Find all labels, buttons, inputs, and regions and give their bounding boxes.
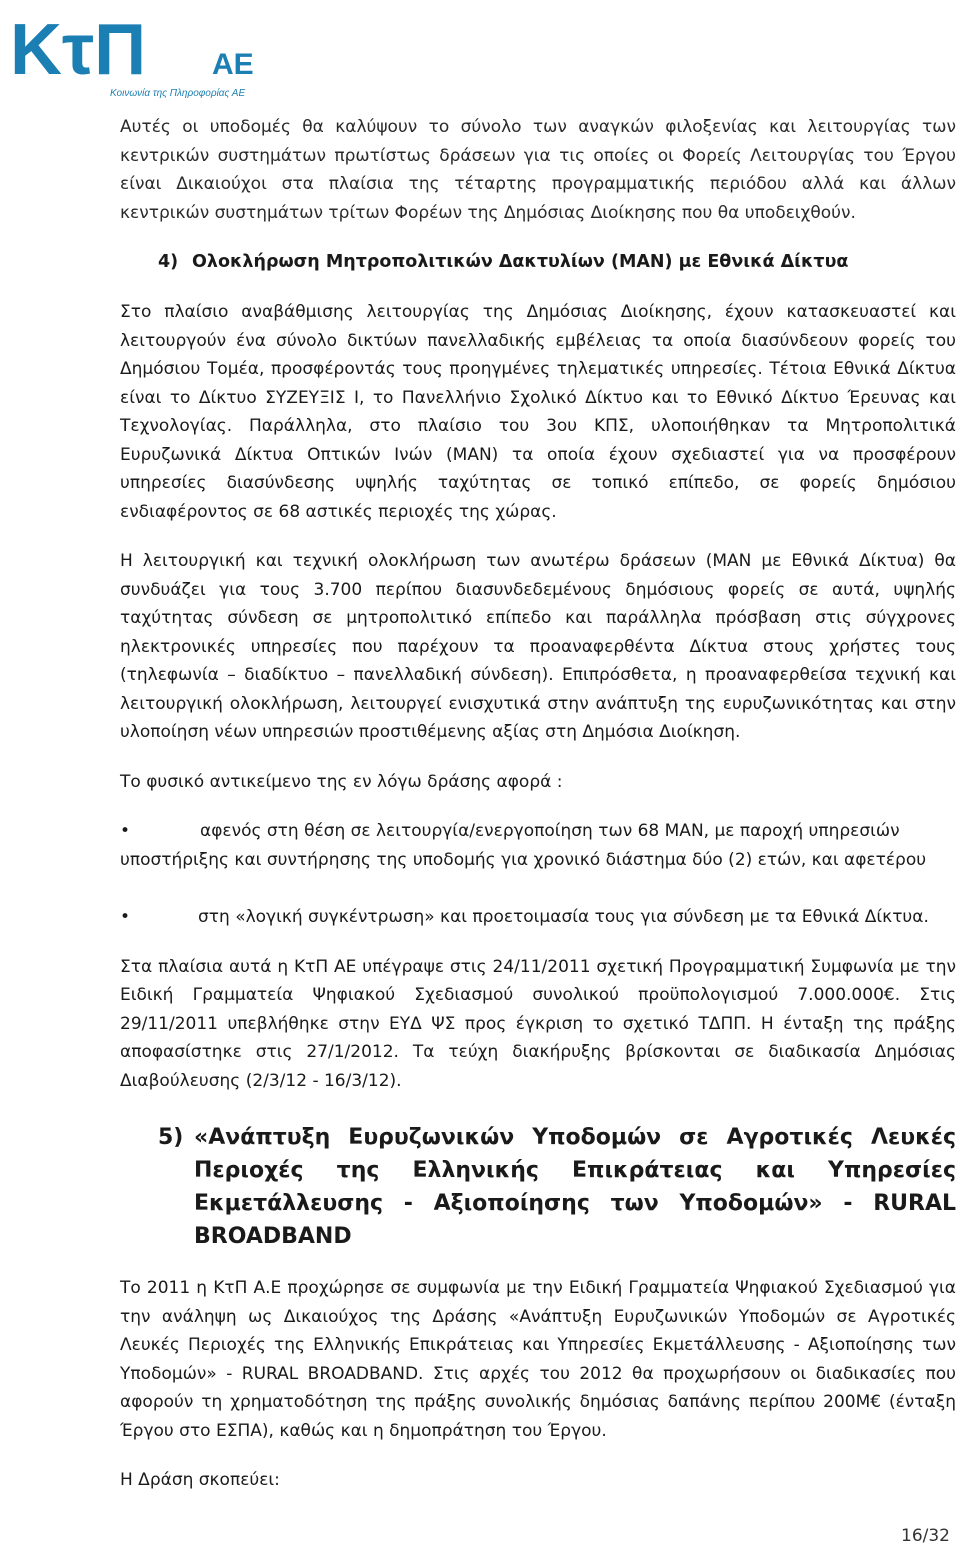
intro-paragraph: Αυτές οι υποδομές θα καλύψουν το σύνολο των αναγκών φιλοξενίας και λειτουργίας των κεντρικών συστημάτων πρωτίστως δράσεων για τις οποίες οι Φορείς Λειτουργίας του Έργου είναι Δικαιούχοι στα πλαίσια της τέταρτης προγραμματικής περιόδου αλλά και άλλων κεντρικών συστημάτων τρίτων Φορέων της Δημόσιας Διοίκησης που θα υποδειχθούν. xyxy=(120,117,956,223)
logo-tagline: Κοινωνία της Πληροφορίας ΑΕ xyxy=(110,88,246,99)
bullet-list xyxy=(120,817,956,932)
section-4-paragraph-1: Στο πλαίσιο αναβάθμισης λειτουργίας της Δημόσιας Διοίκησης, έχουν κατασκευαστεί και λειτουργούν ένα σύνολο δικτύων πανελλαδικής εμβέλειας τα οποία διασύνδεουν φορείς του Δημόσιου Τομέα, προσφέροντάς τους προηγμένες τηλεματικές υπηρεσίες. Τέτοια Εθνικά Δίκτυα είναι το Δίκτυο ΣΥΖΕΥΞΙΣ Ι, το Πανελλήνιο Σχολικό Δίκτυο και το Εθνικό Δίκτυο Έρευνας και Τεχνολογίας. Παράλληλα, στο πλαίσιο του 3ου ΚΠΣ, υλοποιήθηκαν τα Μητροπολιτικά Ευρυζωνικά Δίκτυα Οπτικών Ινών (MAN) τα οποία έχουν σχεδιαστεί για να προσφέρουν υπηρεσίες διασύνδεσης υψηλής ταχύτητας σε τοπικό επίπεδο, σε φορείς δημόσιου ενδιαφέροντος σε 68 αστικές περιοχές της χώρας. xyxy=(120,302,956,522)
page-number: 16/32 xyxy=(901,1526,950,1546)
list-item xyxy=(120,903,956,932)
section-5-heading xyxy=(120,1121,956,1253)
section-5-paragraph-2: Η Δράση σκοπεύει: xyxy=(120,1470,280,1490)
section-4-heading xyxy=(120,248,956,276)
section-4-paragraph-2: Η λειτουργική και τεχνική ολοκλήρωση των ανωτέρω δράσεων (MAN με Εθνικά Δίκτυα) θα συνδυάζει για τους 3.700 περίπου διασυνδεδεμένους δημόσιους φορείς σε αυτά, υψηλής ταχύτητας σύνδεση σε μητροπολιτικό επίπεδο και παράλληλα πρόσβαση στις σύγχρονες ηλεκτρονικές υπηρεσίες που παρέχουν τα προαναφερθέντα Δίκτυα στους χρήστες τους (τηλεφωνία – διαδίκτυο – πανελλαδική σύνδεση). Επιπρόσθετα, η προαναφερθείσα τεχνική και λειτουργική ολοκλήρωση, λειτουργεί ενισχυτικά στην ανάπτυξη της ευρυζωνικότητας και στην υλοποίηση νέων υπηρεσιών προστιθέμενης αξίας στη Δημόσια Διοίκηση. xyxy=(120,551,956,742)
section-5-number: 5) xyxy=(158,1125,184,1150)
document-body xyxy=(120,113,956,1495)
bullet-1-continuation: υποστήριξης και συντήρησης της υποδομής για χρονικό διάστημα δύο (2) ετών, και αφετέρου xyxy=(120,849,927,870)
list-item xyxy=(120,817,956,846)
bullet-icon: • xyxy=(120,821,131,841)
section-5-title: «Ανάπτυξη Ευρυζωνικών Υποδομών σε Αγροτικές Λευκές Περιοχές της Ελληνικής Επικράτειας και Υπηρεσίες Εκμετάλλευσης - Αξιοποίησης των Υποδομών» - RURAL BROADBAND xyxy=(194,1125,956,1249)
section-4-paragraph-3: Το φυσικό αντικείμενο της εν λόγω δράσης αφορά : xyxy=(120,771,563,792)
bullet-1-first-line: αφενός στη θέση σε λειτουργία/ενεργοποίηση των 68 MAN, με παροχή υπηρεσιών xyxy=(200,821,900,841)
bullet-2-text: στη «λογική συγκέντρωση» και προετοιμασία τους για σύνδεση με τα Εθνικά Δίκτυα. xyxy=(198,907,929,927)
section-4-number: 4) xyxy=(158,252,179,272)
section-4-title: Ολοκλήρωση Μητροπολιτικών Δακτυλίων (MAN) με Εθνικά Δίκτυα xyxy=(192,252,849,272)
bullet-icon: • xyxy=(120,907,131,927)
logo-suffix: ΑΕ xyxy=(212,48,254,81)
company-logo xyxy=(4,6,284,102)
logo-brand: ΚτΠ xyxy=(10,10,147,90)
ktp-logo-graphic xyxy=(4,6,284,102)
section-5-paragraph-1: Το 2011 η ΚτΠ Α.Ε προχώρησε σε συμφωνία με την Ειδική Γραμματεία Ψηφιακού Σχεδιασμού για την ανάληψη ως Δικαιούχος της Δράσης «Ανάπτυξη Ευρυζωνικών Υποδομών σε Αγροτικές Λευκές Περιοχές της Ελληνικής Επικράτειας και Υπηρεσίες Εκμετάλλευσης - Αξιοποίησης των Υποδομών» - RURAL BROADBAND. Στις αρχές του 2012 θα προχωρήσουν οι διαδικασίες που αφορούν τη χρηματοδότηση της πράξης συνολικής δημόσιας δαπάνης περίπου 200Μ€ (ένταξη Έργου στο ΕΣΠΑ), καθώς και η δημοπράτηση του Έργου. xyxy=(120,1278,956,1441)
section-4-paragraph-4: Στα πλαίσια αυτά η ΚτΠ ΑΕ υπέγραψε στις 24/11/2011 σχετική Προγραμματική Συμφωνία με την Ειδική Γραμματεία Ψηφιακού Σχεδιασμού συνολικού προϋπολογισμού 7.000.000€. Στις 29/11/2011 υπεβλήθηκε στην ΕΥΔ ΨΣ προς έγκριση το σχετικό ΤΔΠΠ. Η ένταξη της πράξης αποφασίστηκε στις 27/1/2012. Τα τεύχη διακήρυξης βρίσκονται σε διαδικασία Δημόσιας Διαβούλευσης (2/3/12 - 16/3/12). xyxy=(120,956,956,1091)
